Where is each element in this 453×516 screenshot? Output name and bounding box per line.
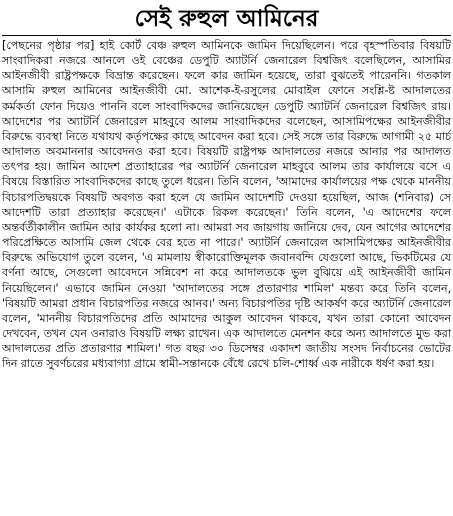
article-headline: সেই রুহুল আমিনের	[2, 2, 451, 36]
article-body: [পেছনের পৃষ্ঠার পর] হাই কোর্ট বেঞ্চ রুহুল আমিনকে জামিন দিয়েছিলেন। পরে বৃহস্পতিবার বিষয়টি সাংবাদিকরা নজরে আনলে ওই বেঞ্চের ডেপুটি অ্যাটর্নি জেনারেল বিশ্বজিৎ বলেছিলেন, আসামির আইনজীবী রাষ্ট্রপক্ষকে বিভ্রান্ত করেছেন। ফলে কার জামিন হয়েছে, তারা বুঝতেই পারেননি। গতকাল আসামি রুহুল আমিনের আইনজীবী মো. আশেক-ই-রসুলের মোবাইল ফোনে সংশ্লি-ষ্ট আদালতের কর্মকর্তা ফোন দিয়েও পাননি বলে সাংবাদিকদের জানিয়েছেন ডেপুটি অ্যাটর্নি জেনারেল বিশ্বজিৎ রায়। আদেশের পর অ্যাটর্নি জেনারেল মাহবুবে আলম সাংবাদিকদের বলেছেন, আসামিপক্ষের আইনজীবীর বিরুদ্ধে ব্যবস্থা নিতে যথাযথ কর্তৃপক্ষের কাছে আবেদন করা হবে। সেই সঙ্গে তার বিরুদ্ধে আগামী ২৫ মার্চ আদালত অবমাননার আবেদনও করা হবে। বিষয়টি রাষ্ট্রপক্ষ আদালতের নজরে আনার পর আদালত তৎপর হয়। জামিন আদেশ প্রত্যাহারের পর অ্যাটর্নি জেনারেল মাহবুবে আলম তার কার্যালয়ে বসে এ বিষয়ে বিস্তারিত সাংবাদিকদের কাছে তুলে ধরেন। তিনি বলেন, 'আমাদের কার্যালয়ের পক্ষ থেকে মাননীয় বিচারপতিদ্বয়কে বিষয়টি অবগত করা হলে যে জামিন আদেশটি দেওয়া হয়েছিল, আজ (শনিবার) সে আদেশটি তারা প্রত্যাহার করেছেন।' এটাকে রিকল করেছেন।' তিনি বলেন, 'এ আদেশের ফলে অন্তর্বর্তীকালীন জামিন আর কার্যকর হলো না। আমরা সব জায়গায় জানিয়ে দেব, যেন আগের আদেশের পরিপ্রেক্ষিতে আসামি জেল থেকে বের হতে না পারে।' অ্যাটর্নি জেনারেল আসামিপক্ষের আইনজীবীর বিরুদ্ধে অভিযোগ তুলে বলেন, 'এ মামলায় স্বীকারোক্তিমূলক জবানবন্দি যেগুলো আছে, ভিকটিমের যে বর্ণনা আছে, সেগুলো আবেদনে সন্নিবেশ না করে আদালতকে ভুল বুঝিয়ে এই আইনজীবী জামিন নিয়েছিলেন।' এভাবে জামিন নেওয়া 'আদালতের সঙ্গে প্রতারণার শামিল' মন্তব্য করে তিনি বলেন, 'বিষয়টি আমরা প্রধান বিচারপতির নজরে আনব।' অন্য বিচারপতির দৃষ্টি আকর্ষণ করে অ্যাটর্নি জেনারেল বলেন, 'মাননীয় বিচারপতিদের প্রতি আমাদের আকুল আবেদন থাকবে, যখন তারা কোনো আবেদন দেখবেন, তখন যেন ওনারাও বিষয়টি লক্ষ্য রাখেন। এক আদালতে মেনশন করে অন্য আদালতে মুভ করা আদালতের প্রতি প্রতারণার শামিল।' গত বছর ৩০ ডিসেম্বর একাদশ জাতীয় সংসদ নির্বাচনের ভোটের দিন রাতে সুবর্ণচরের মধ্যবাগ্যা গ্রামে স্বামী-সন্তানকে বেঁধে রেখে চলি-শোর্ধ্ব এক নারীকে ধর্ষণ করা হয়।	[2, 39, 451, 371]
